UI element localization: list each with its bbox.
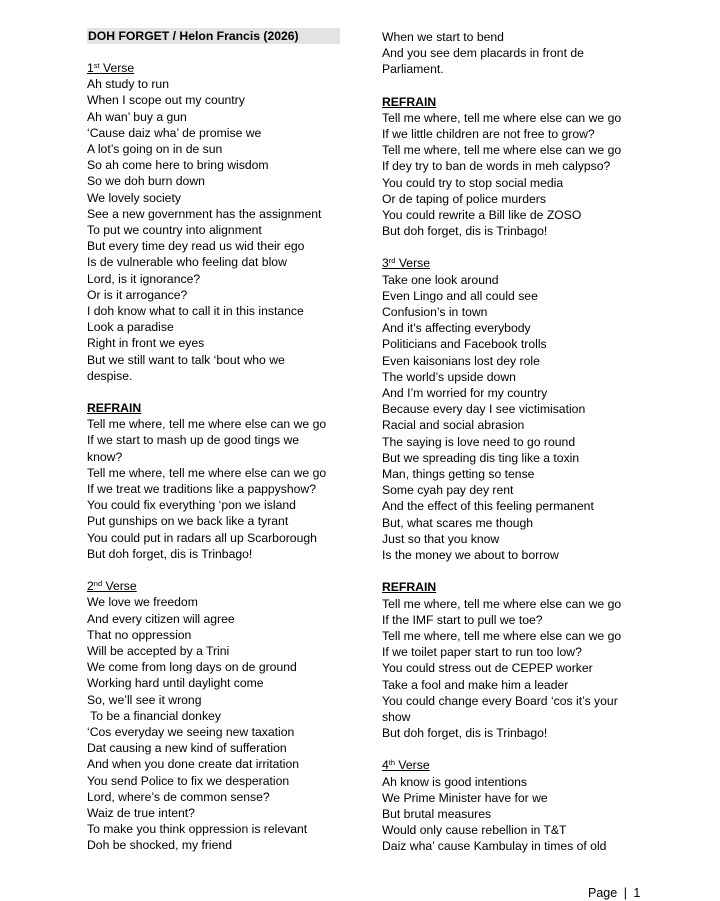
lyric-line: To make you think oppression is relevant (87, 822, 308, 837)
heading-text: Verse (99, 61, 135, 75)
lyric-section (382, 579, 652, 741)
lyric-line: Is the money we about to borrow (382, 548, 559, 563)
lyric-line: The saying is love need to go round (382, 434, 576, 449)
lyric-line: But we still want to talk ‘bout who we (87, 352, 285, 367)
verse-number: 3 (382, 256, 389, 271)
refrain-heading (382, 94, 652, 110)
lyric-section (87, 578, 349, 853)
lyric-line: If we little children are not free to grow? (382, 127, 595, 142)
lyric-line: Take a fool and make him a leader (382, 677, 569, 692)
lyric-section (87, 400, 349, 562)
lyric-line: Daiz wha’ cause Kambulay in times of old (382, 839, 607, 854)
lyric-line: We come from long days on de ground (87, 660, 297, 675)
lyric-line: Some cyah pay dey rent (382, 483, 514, 498)
lyric-line: If dey try to ban de words in meh calypso? (382, 159, 611, 174)
lyric-line: Tell me where, tell me where else can we go (382, 596, 622, 611)
lyric-line: Or is it arrogance? (87, 287, 188, 302)
lyric-line: But every time dey read us wid their ego (87, 239, 305, 254)
lyric-line: Ah study to run (87, 77, 169, 92)
lyric-line: If we start to mash up de good tings we (87, 433, 300, 448)
lyric-line: show (382, 709, 411, 724)
lyric-line: But doh forget, dis is Trinbago! (382, 224, 548, 239)
lyric-line: And you see dem placards in front de (382, 46, 584, 61)
verse-number: 4 (382, 758, 389, 773)
lyric-line: If the IMF start to pull we toe? (382, 612, 543, 627)
lyric-line: Just so that you know (382, 531, 500, 546)
lyric-line: If we treat we traditions like a pappyshow? (87, 482, 316, 497)
lyric-line: And every citizen will agree (87, 611, 235, 626)
lyric-line: When I scope out my country (87, 93, 245, 108)
right-column (382, 29, 652, 871)
lyric-line: So, we’ll see it wrong (87, 692, 202, 707)
verse-ordinal-suffix: st (93, 61, 100, 70)
lyric-line: Racial and social abrasion (382, 418, 525, 433)
lyric-line: Right in front we eyes (87, 336, 205, 351)
refrain-heading (382, 579, 652, 595)
lyric-line: We love we freedom (87, 595, 198, 610)
refrain-heading (87, 400, 349, 416)
page-label: Page (588, 886, 618, 900)
verse-ordinal-suffix: nd (93, 579, 103, 589)
lyric-line: Tell me where, tell me where else can we go (87, 417, 327, 432)
lyric-line: Working hard until daylight come (87, 676, 264, 691)
lyric-line: Doh be shocked, my friend (87, 838, 232, 853)
lyric-line: Tell me where, tell me where else can we go (382, 110, 622, 125)
heading-text: REFRAIN (87, 401, 142, 416)
lyric-line: Politicians and Facebook trolls (382, 337, 547, 352)
lyric-line: I doh know what to call it in this instance (87, 304, 304, 319)
heading-text: Verse (395, 758, 430, 773)
lyric-section (382, 94, 652, 240)
lyric-line: Parliament. (382, 62, 444, 77)
page-footer (588, 885, 640, 901)
song-title: DOH FORGET / Helon Francis (2026) (87, 28, 340, 44)
lyric-line: See a new government has the assignment (87, 206, 322, 221)
lyric-line: Tell me where, tell me where else can we go (382, 143, 622, 158)
lyric-line: Is de vulnerable who feeling dat blow (87, 255, 287, 270)
lyric-line: Look a paradise (87, 320, 174, 335)
lyric-line: We lovely society (87, 190, 181, 205)
verse-heading (382, 255, 652, 271)
heading-text: Verse (102, 579, 137, 594)
lyric-line: despise. (87, 368, 133, 383)
lyric-line: You could change every Board ‘cos it’s your (382, 693, 618, 708)
lyric-line: That no oppression (87, 627, 192, 642)
lyric-line: And when you done create dat irritation (87, 757, 300, 772)
page-separator: | (623, 886, 627, 900)
lyric-line: You could fix everything ‘pon we island (87, 498, 296, 513)
verse-number: 2 (87, 579, 94, 594)
lyric-section (382, 29, 652, 78)
lyric-line: Ah wan’ buy a gun (87, 109, 187, 124)
lyric-line: Or de taping of police murders (382, 191, 546, 206)
heading-text: REFRAIN (382, 580, 437, 595)
lyric-line: Because every day I see victimisation (382, 402, 586, 417)
lyric-line: If we toilet paper start to run too low? (382, 645, 582, 660)
lyric-line: know? (87, 449, 123, 464)
lyric-line: So we doh burn down (87, 174, 205, 189)
lyric-line: We Prime Minister have for we (382, 790, 548, 805)
verse-ordinal-suffix: th (388, 758, 396, 768)
lyric-line: Even kaisonians lost dey role (382, 353, 540, 368)
lyric-line: Man, things getting so tense (382, 467, 535, 482)
lyric-line: Lord, where’s de common sense? (87, 789, 270, 804)
lyric-line: Lord, is it ignorance? (87, 271, 201, 286)
lyric-line: You could stress out de CEPEP worker (382, 661, 593, 676)
lyric-line: Ah know is good intentions (382, 774, 527, 789)
lyric-line: You could put in radars all up Scarborough (87, 530, 317, 545)
lyric-line: Would only cause rebellion in T&T (382, 823, 567, 838)
lyric-line: But we spreading dis ting like a toxin (382, 450, 580, 465)
lyric-section (382, 757, 652, 854)
left-column (87, 28, 349, 870)
lyric-line: Tell me where, tell me where else can we go (87, 465, 327, 480)
lyric-line: To be a financial donkey (87, 708, 221, 723)
verse-ordinal-suffix: rd (388, 256, 396, 266)
lyric-line: You could rewrite a Bill like de ZOSO (382, 208, 582, 223)
lyric-line: And it’s affecting everybody (382, 321, 531, 336)
heading-text: Verse (395, 256, 431, 271)
verse-heading (87, 60, 349, 76)
lyric-line: Confusion’s in town (382, 305, 488, 320)
page-number: 1 (633, 886, 641, 900)
lyric-line: To put we country into alignment (87, 223, 262, 238)
lyric-line: You could try to stop social media (382, 175, 564, 190)
verse-number: 1 (87, 61, 94, 75)
verse-heading (87, 578, 349, 594)
lyric-line: ‘Cos everyday we seeing new taxation (87, 724, 295, 739)
lyric-line: Even Lingo and all could see (382, 288, 538, 303)
lyric-line: The world’s upside down (382, 369, 516, 384)
lyric-line: When we start to bend (382, 30, 504, 44)
lyric-line: You send Police to fix we desperation (87, 773, 290, 788)
lyric-line: But brutal measures (382, 806, 492, 821)
heading-text: REFRAIN (382, 94, 437, 109)
lyric-line: But, what scares me though (382, 515, 534, 530)
lyric-line: Put gunships on we back like a tyrant (87, 514, 289, 529)
lyric-line: And I’m worried for my country (382, 386, 548, 401)
lyric-line: Waiz de true intent? (87, 805, 195, 820)
lyric-section (87, 60, 349, 384)
lyric-line: Dat causing a new kind of sufferation (87, 741, 287, 756)
lyric-section (382, 255, 652, 563)
lyric-line: Tell me where, tell me where else can we go (382, 628, 622, 643)
lyric-line: So ah come here to bring wisdom (87, 158, 269, 173)
lyric-line: ‘Cause daiz wha’ de promise we (87, 125, 262, 140)
lyric-line: And the effect of this feeling permanent (382, 499, 594, 514)
verse-heading (382, 757, 652, 773)
lyric-line: But doh forget, dis is Trinbago! (87, 546, 253, 561)
lyric-line: Will be accepted by a Trini (87, 643, 230, 658)
lyric-line: A lot’s going on in de sun (87, 142, 223, 157)
lyric-line: Take one look around (382, 272, 499, 287)
lyric-line: But doh forget, dis is Trinbago! (382, 726, 548, 741)
